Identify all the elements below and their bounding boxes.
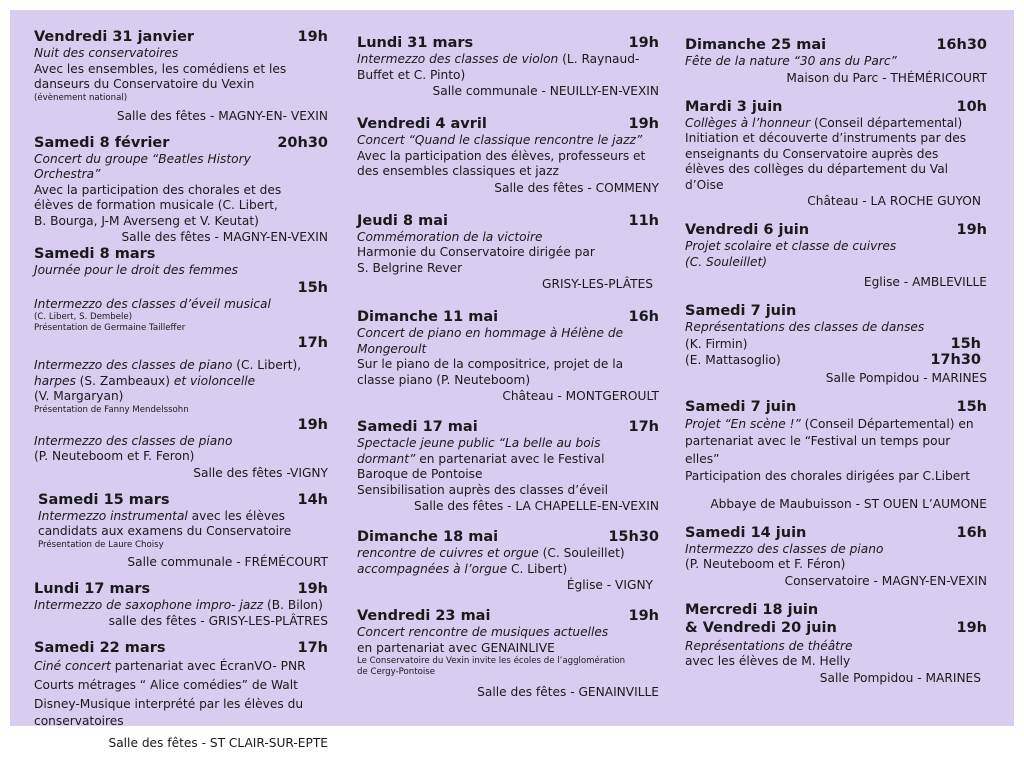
event-desc: Courts métrages “ Alice comédies” de Walt (34, 678, 298, 692)
event-date: Samedi 7 juin (685, 398, 797, 415)
event (357, 212, 659, 293)
event-title: Fête de la nature “30 ans du Parc” (685, 54, 897, 68)
event-desc: conservatoires (34, 714, 124, 728)
program-panel (10, 10, 1014, 750)
event-desc: Avec la participation des chorales et des (34, 182, 282, 197)
event-date: Vendredi 23 mai (357, 608, 491, 624)
event-time: 19h (628, 116, 659, 132)
event (34, 245, 328, 481)
event-date: Samedi 15 mars (38, 491, 170, 508)
event-venue: Château - LA ROCHE GUYON (807, 194, 981, 208)
event-note: (évènement national) (34, 92, 128, 103)
event-date: Mercredi 18 juin (685, 601, 819, 618)
event-venue: Salle des fêtes - ST CLAIR-SUR-EPTE (108, 735, 328, 750)
event-desc: avec les élèves de M. Helly (685, 654, 851, 668)
event-desc: des ensembles classiques et jazz (357, 164, 559, 178)
event-title: Projet “En scène !” (Conseil Départemental) en (685, 416, 974, 431)
event-venue: GRISY-LES-PLÂTES (542, 277, 653, 291)
event (34, 639, 328, 751)
event (685, 601, 987, 686)
event-desc: élèves de formation musicale (C. Libert, (34, 198, 278, 212)
event (34, 491, 328, 570)
event (685, 221, 987, 290)
event (357, 418, 659, 514)
event-venue: Salle des fêtes - LA CHAPELLE-EN-VEXIN (414, 499, 659, 513)
event-date: Samedi 7 juin (685, 303, 797, 319)
event-desc: Sur le piano de la compositrice, projet de la (357, 357, 624, 371)
event-title: Orchestra” (34, 167, 101, 181)
event-note: Le Conservatoire du Vexin invite les écoles de l’agglomération (357, 656, 626, 666)
event-desc: elles” (685, 451, 720, 466)
event-date: Mardi 3 juin (685, 98, 783, 115)
event-desc: partenariat avec le “Festival un temps pour (685, 434, 951, 448)
event (357, 308, 659, 404)
event-venue: Salle des fêtes - GENAINVILLE (477, 685, 659, 699)
event-time: 17h (628, 419, 659, 435)
event-desc: Participation des chorales dirigées par C.Libert (685, 469, 971, 483)
event-date: Lundi 31 mars (357, 35, 474, 51)
event-time: 19h (956, 222, 987, 238)
event-slot: (K. Firmin) 15h (685, 335, 981, 352)
column-1 (34, 28, 328, 761)
event (357, 34, 659, 99)
event-date: Jeudi 8 mai (357, 212, 448, 229)
event-note: Présentation de Laure Choisy (38, 539, 164, 550)
event-time: 10h (956, 98, 987, 115)
column-3 (685, 36, 987, 696)
event-date: Samedi 22 mars (34, 640, 166, 656)
event-title: Commémoration de la victoire (357, 229, 543, 244)
event (34, 28, 328, 124)
event-date: Dimanche 11 mai (357, 309, 499, 325)
event-title: Concert de piano en hommage à Hélène de (357, 326, 624, 340)
event-desc: en partenariat avec GENAINLIVE (357, 640, 555, 655)
event-desc: accompagnées à l’orgue C. Libert) (357, 561, 568, 576)
event-venue: Maison du Parc - THÉMÉRICOURT (786, 70, 987, 85)
event-desc: Disney-Musique interprété par les élèves du (34, 697, 304, 711)
event (685, 98, 987, 210)
event-desc: B. Bourga, J-M Averseng et V. Keutat) (34, 213, 259, 228)
event-time: 19h (297, 29, 328, 45)
event-title: Représentations des classes de danses (685, 320, 925, 334)
event-time: 14h (297, 491, 328, 508)
event-venue: salle des fêtes - GRISY-LES-PLÂTRES (108, 614, 328, 628)
event-desc: Sensibilisation auprès des classes d’éveil (357, 482, 609, 497)
event-desc: candidats aux examens du Conservatoire (38, 524, 292, 538)
event-title: Journée pour le droit des femmes (34, 263, 239, 277)
event-date: & Vendredi 20 juin (685, 619, 837, 636)
event-venue: Salle des fêtes - COMMENY (494, 180, 659, 195)
event-date: Samedi 8 mars (34, 246, 156, 262)
event-time: 16h (956, 524, 987, 541)
event-desc: classe piano (P. Neuteboom) (357, 372, 531, 387)
event-desc: danseurs du Conservatoire du Vexin (34, 77, 255, 91)
event-title: Intermezzo des classes de violon (L. Raynaud- (357, 52, 640, 66)
event-venue: Salle des fêtes -VIGNY (193, 465, 328, 480)
event-venue: Salle Pompidou - MARINES (825, 370, 987, 385)
event-desc: Buffet et C. Pinto) (357, 67, 466, 82)
event (685, 302, 987, 386)
event-time: 15h30 (608, 529, 659, 545)
event-title: (C. Souleillet) (685, 254, 768, 269)
event (34, 580, 328, 630)
event-subtitle: harpes (S. Zambeaux) et violoncelle (34, 373, 256, 388)
event (685, 398, 987, 512)
event-venue: Église - VIGNY (566, 578, 653, 592)
event-time: 19h (628, 35, 659, 51)
event-venue: Salle communale - NEUILLY-EN-VEXIN (432, 84, 659, 98)
event-desc: élèves des collèges du département du Val (685, 162, 949, 176)
event (34, 134, 328, 246)
event-title: Représentations de théâtre (685, 638, 853, 653)
event-desc: S. Belgrine Rever (357, 260, 463, 275)
event-title: Concert du groupe “Beatles History (34, 151, 251, 166)
event-subtitle: Intermezzo des classes d’éveil musical (34, 296, 271, 311)
event-note: de Cergy-Pontoise (357, 667, 435, 677)
column-2 (357, 34, 659, 710)
event-time: 19h (297, 580, 328, 597)
event-time: 19h (297, 416, 328, 433)
event-title: Collèges à l’honneur (Conseil départemental) (685, 115, 963, 130)
event-time: 17h (297, 335, 328, 351)
event-slot: (E. Mattasoglio) 17h30 (685, 351, 981, 368)
event (357, 528, 659, 593)
event-time: 16h (628, 309, 659, 325)
event-title: Intermezzo des classes de piano (685, 541, 884, 556)
event-subtitle: Intermezzo des classes de piano (34, 433, 233, 448)
event-note: Présentation de Germaine Tailleffer (34, 323, 186, 333)
event-time: 20h30 (277, 134, 328, 151)
event (357, 607, 659, 700)
event-desc: (V. Margaryan) (34, 389, 124, 403)
event-title: Intermezzo instrumental avec les élèves (38, 508, 285, 523)
event-venue: Salle Pompidou - MARINES (819, 670, 981, 685)
event-subtitle: Intermezzo des classes de piano (C. Libert), (34, 358, 302, 372)
event-date: Samedi 17 mai (357, 419, 478, 435)
event-date: Vendredi 4 avril (357, 116, 487, 132)
event-date: Vendredi 31 janvier (34, 29, 195, 45)
event-time: 19h (956, 619, 987, 636)
event-date: Vendredi 6 juin (685, 222, 810, 238)
event-title: Concert rencontre de musiques actuelles (357, 625, 609, 639)
event-venue: Château - MONTGEROULT (502, 389, 659, 403)
event-title: Concert “Quand le classique rencontre le jazz” (357, 133, 643, 147)
event-venue: Eglise - AMBLEVILLE (863, 275, 987, 289)
event-title: Nuit des conservatoires (34, 46, 179, 60)
event-date: Samedi 14 juin (685, 524, 807, 541)
event-venue: Abbaye de Maubuisson - ST OUEN L’AUMONE (710, 496, 987, 511)
event-venue: Salle communale - FRÉMÉCOURT (127, 554, 328, 569)
event-desc: Initiation et découverte d’instruments par des (685, 131, 967, 145)
event-desc: Avec la participation des élèves, professeurs et (357, 148, 646, 163)
event-time: 11h (628, 212, 659, 229)
event-title: Projet scolaire et classe de cuivres (685, 239, 897, 253)
event-title: Intermezzo de saxophone impro- jazz (B. Bilon) (34, 597, 323, 612)
event-time: 16h30 (936, 37, 987, 53)
event-date: Lundi 17 mars (34, 580, 151, 597)
event-title: dormant” en partenariat avec le Festival (357, 451, 605, 466)
event-time: 15h (956, 398, 987, 415)
event-note: Présentation de Fanny Mendelssohn (34, 404, 189, 415)
event-desc: Avec les ensembles, les comédiens et les (34, 61, 287, 76)
event (685, 36, 987, 86)
event-desc: Baroque de Pontoise (357, 467, 483, 481)
event-time: 17h (297, 640, 328, 656)
event-note: (C. Libert, S. Dembele) (34, 312, 133, 322)
event-time: 19h (628, 608, 659, 624)
event-title: Mongeroult (357, 341, 427, 356)
event-date: Dimanche 18 mai (357, 529, 499, 545)
event-venue: Salle des fêtes - MAGNY-EN-VEXIN (121, 230, 328, 244)
event-date: Dimanche 25 mai (685, 37, 827, 53)
event-desc: (P. Neuteboom et F. Féron) (685, 557, 846, 571)
event-title: rencontre de cuivres et orgue (C. Souleillet) (357, 546, 625, 560)
event-title: Spectacle jeune public “La belle au bois (357, 436, 601, 450)
event-desc: d’Oise (685, 177, 724, 192)
event-desc: Harmonie du Conservatoire dirigée par (357, 245, 595, 259)
event (357, 115, 659, 196)
event-date: Samedi 8 février (34, 134, 170, 151)
event-venue: Salle des fêtes - MAGNY-EN- VEXIN (116, 108, 328, 123)
event-title: Ciné concert partenariat avec ÉcranVO- PNR (34, 659, 306, 673)
event-desc: enseignants du Conservatoire auprès des (685, 146, 939, 161)
event-venue: Conservatoire - MAGNY-EN-VEXIN (784, 573, 987, 588)
event (685, 524, 987, 589)
event-time: 15h (297, 279, 328, 296)
event-desc: (P. Neuteboom et F. Feron) (34, 449, 195, 463)
